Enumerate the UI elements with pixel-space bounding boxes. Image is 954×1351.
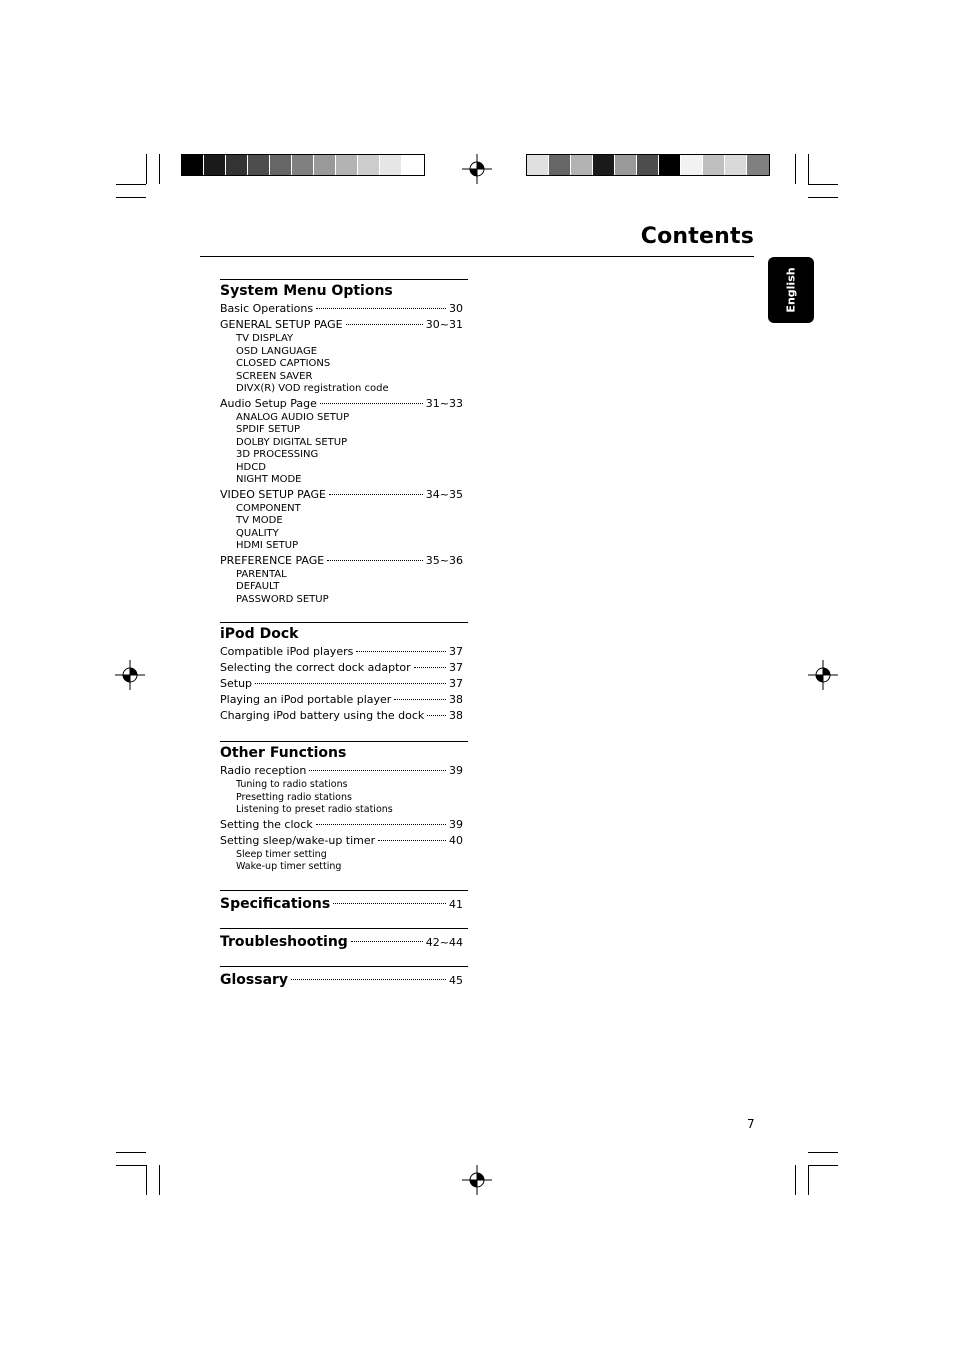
toc-section-ipod-dock — [220, 622, 468, 724]
crop-mark — [795, 1165, 796, 1195]
toc-entry — [220, 833, 463, 849]
entry-label: Radio reception — [220, 764, 307, 777]
color-swatch — [615, 155, 637, 175]
leader-dots — [346, 324, 423, 325]
toc-entry — [220, 969, 463, 991]
crop-mark — [146, 154, 147, 184]
leader-dots — [427, 715, 446, 716]
toc-entry — [220, 553, 463, 569]
entry-page: 37 — [449, 661, 463, 674]
toc-entry — [220, 708, 463, 724]
entry-label: Selecting the correct dock adaptor — [220, 661, 411, 674]
entry-page: 38 — [449, 693, 463, 706]
entry-label: Compatible iPod players — [220, 645, 354, 658]
toc-entry — [220, 301, 463, 317]
entry-page: 35~36 — [425, 553, 463, 567]
toc-entry — [220, 893, 463, 915]
color-swatch — [549, 155, 571, 175]
crop-mark — [116, 1152, 146, 1153]
toc-subentry: QUALITY — [236, 527, 279, 539]
color-swatch — [336, 155, 358, 175]
toc-subentry: Wake-up timer setting — [236, 861, 342, 872]
color-swatch — [527, 155, 549, 175]
color-swatch — [681, 155, 703, 175]
crop-mark — [808, 1152, 838, 1153]
crop-mark — [116, 1165, 146, 1166]
section-divider — [220, 928, 468, 929]
leader-dots — [333, 903, 446, 904]
toc-subentry: PARENTAL — [236, 568, 287, 580]
toc-section-glossary — [220, 966, 468, 991]
crop-mark — [116, 197, 146, 198]
toc-entry — [220, 644, 463, 660]
entry-label: Setting sleep/wake-up timer — [220, 833, 376, 847]
entry-page: 30 — [449, 302, 463, 315]
toc-subentry: Presetting radio stations — [236, 791, 352, 803]
leader-dots — [394, 699, 446, 700]
color-swatch — [182, 155, 204, 175]
toc-section-troubleshooting — [220, 928, 468, 953]
crop-mark — [808, 1165, 809, 1195]
toc-subentry: NIGHT MODE — [236, 474, 302, 485]
crop-mark — [795, 154, 796, 184]
toc-subentry: DEFAULT — [236, 581, 280, 592]
entry-page: 37 — [449, 645, 463, 658]
crop-mark — [146, 1165, 147, 1195]
toc-subentry: ANALOG AUDIO SETUP — [236, 411, 350, 423]
color-bar-right — [526, 154, 770, 176]
leader-dots — [316, 824, 446, 825]
entry-label: Audio Setup Page — [220, 396, 317, 410]
toc-section-specifications — [220, 890, 468, 915]
page-title: Contents — [640, 224, 754, 249]
registration-target-icon — [808, 660, 838, 690]
color-swatch — [725, 155, 747, 175]
toc-entry — [220, 692, 463, 708]
leader-dots — [414, 667, 446, 668]
entry-page: 39 — [449, 764, 463, 777]
color-swatch — [270, 155, 292, 175]
entry-label: Playing an iPod portable player — [220, 693, 392, 706]
section-heading: Specifications — [220, 896, 331, 912]
entry-page: 34~35 — [425, 487, 463, 501]
entry-label: Charging iPod battery using the dock — [220, 709, 425, 722]
entry-page: 39 — [449, 817, 463, 831]
toc-entry — [220, 487, 463, 503]
section-heading: Troubleshooting — [220, 934, 348, 950]
leader-dots — [356, 651, 446, 652]
section-divider — [220, 966, 468, 967]
toc-subentry: HDMI SETUP — [236, 540, 299, 551]
toc-subentry: Sleep timer setting — [236, 848, 327, 860]
entry-page: 31~33 — [425, 396, 463, 410]
color-swatch — [659, 155, 681, 175]
entry-page: 40 — [449, 833, 463, 847]
color-swatch — [593, 155, 615, 175]
toc-entry — [220, 931, 463, 953]
entry-page: 42~44 — [425, 936, 463, 949]
toc-subentry: COMPONENT — [236, 502, 301, 514]
page-number: 7 — [747, 1117, 755, 1131]
toc-entry — [220, 763, 463, 779]
section-divider — [220, 622, 468, 623]
section-divider — [220, 890, 468, 891]
toc-entry — [220, 660, 463, 676]
color-swatch — [747, 155, 769, 175]
section-heading: Glossary — [220, 972, 289, 988]
crop-mark — [808, 1165, 838, 1166]
toc-subentry: SPDIF SETUP — [236, 424, 301, 435]
toc-section-system-menu — [220, 279, 468, 606]
color-bar-left — [181, 154, 425, 176]
color-swatch — [571, 155, 593, 175]
entry-page: 37 — [449, 677, 463, 690]
entry-page: 45 — [449, 974, 463, 987]
leader-dots — [378, 840, 446, 841]
section-divider — [220, 741, 468, 742]
toc-subentry: DOLBY DIGITAL SETUP — [236, 436, 348, 448]
entry-page: 41 — [449, 898, 463, 911]
language-tab-label: English — [784, 267, 798, 313]
toc-entry — [220, 396, 463, 412]
crop-mark — [808, 154, 809, 184]
crop-mark — [159, 154, 160, 184]
toc-entry — [220, 676, 463, 692]
section-divider — [220, 279, 468, 280]
color-swatch — [380, 155, 402, 175]
leader-dots — [327, 560, 423, 561]
color-swatch — [226, 155, 248, 175]
color-swatch — [204, 155, 226, 175]
toc-subentry: TV MODE — [236, 515, 283, 526]
entry-label: PREFERENCE PAGE — [220, 553, 325, 567]
leader-dots — [291, 979, 446, 980]
entry-label: Basic Operations — [220, 302, 314, 315]
entry-page: 38 — [449, 709, 463, 722]
leader-dots — [329, 494, 423, 495]
crop-mark — [808, 184, 838, 185]
title-divider — [200, 256, 754, 257]
leader-dots — [316, 308, 446, 309]
color-swatch — [248, 155, 270, 175]
registration-target-icon — [115, 660, 145, 690]
section-heading: Other Functions — [220, 745, 347, 761]
entry-label: Setting the clock — [220, 817, 313, 831]
leader-dots — [351, 941, 423, 942]
toc-entry — [220, 317, 463, 333]
leader-dots — [309, 770, 446, 771]
toc-subentry: Listening to preset radio stations — [236, 804, 393, 815]
crop-mark — [159, 1165, 160, 1195]
toc-subentry: CLOSED CAPTIONS — [236, 358, 331, 369]
leader-dots — [320, 403, 423, 404]
color-swatch — [703, 155, 725, 175]
color-swatch — [358, 155, 380, 175]
toc-subentry: PASSWORD SETUP — [236, 593, 329, 605]
toc-subentry: SCREEN SAVER — [236, 370, 313, 382]
toc-subentry: HDCD — [236, 461, 266, 473]
color-swatch — [314, 155, 336, 175]
section-heading: System Menu Options — [220, 283, 393, 299]
color-swatch — [402, 155, 424, 175]
crop-mark — [116, 184, 146, 185]
toc-entry — [220, 817, 463, 833]
leader-dots — [255, 683, 446, 684]
registration-target-icon — [462, 1165, 492, 1195]
toc-section-other-functions — [220, 741, 468, 874]
registration-target-icon — [462, 154, 492, 184]
color-swatch — [292, 155, 314, 175]
toc-subentry: 3D PROCESSING — [236, 449, 319, 460]
language-tab — [768, 257, 814, 323]
entry-page: 30~31 — [425, 318, 463, 331]
section-heading: iPod Dock — [220, 626, 299, 642]
toc-subentry: TV DISPLAY — [236, 333, 294, 344]
entry-label: Setup — [220, 677, 253, 690]
crop-mark — [808, 197, 838, 198]
toc-subentry: DIVX(R) VOD registration code — [236, 383, 389, 394]
entry-label: GENERAL SETUP PAGE — [220, 318, 343, 331]
toc-subentry: Tuning to radio stations — [236, 779, 348, 790]
toc-subentry: OSD LANGUAGE — [236, 345, 318, 357]
color-swatch — [637, 155, 659, 175]
entry-label: VIDEO SETUP PAGE — [220, 487, 326, 501]
